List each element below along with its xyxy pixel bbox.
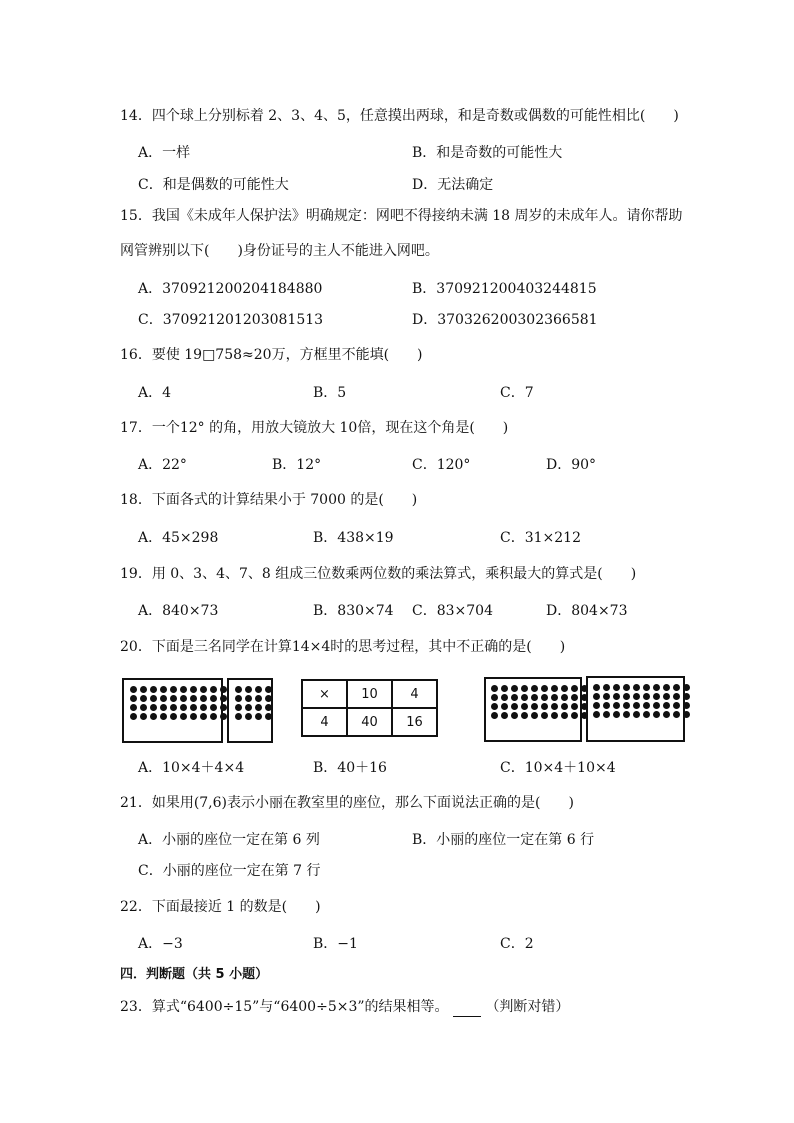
dot — [541, 694, 548, 701]
dot — [613, 702, 620, 709]
dot — [603, 711, 610, 718]
dot — [255, 713, 262, 720]
dot — [491, 712, 498, 719]
dot — [255, 704, 262, 711]
dot — [180, 704, 187, 711]
grid-cell: 40 — [347, 708, 392, 736]
dot — [180, 713, 187, 720]
dot — [245, 704, 252, 711]
question-23-stem — [120, 997, 569, 1017]
dot — [551, 703, 558, 710]
dot — [265, 695, 272, 702]
dot — [541, 703, 548, 710]
q21-option-a[interactable]: A．小丽的座位一定在第 6 列 — [138, 832, 320, 848]
dot — [210, 713, 217, 720]
dot — [200, 686, 207, 693]
question-23-suffix: （判断对错） — [485, 999, 570, 1015]
dot — [653, 684, 660, 691]
dot — [531, 694, 538, 701]
q17-option-c[interactable]: C．120° — [412, 457, 471, 473]
dot — [150, 686, 157, 693]
q19-option-a[interactable]: A．840×73 — [138, 603, 219, 619]
dot — [683, 684, 690, 691]
dot — [623, 684, 630, 691]
dot — [140, 695, 147, 702]
dot — [633, 702, 640, 709]
q22-option-b[interactable]: B．−1 — [313, 936, 358, 952]
dot — [521, 694, 528, 701]
dot — [663, 702, 670, 709]
dot — [673, 702, 680, 709]
dot — [541, 685, 548, 692]
grid-cell: 4 — [302, 708, 347, 736]
dot — [673, 693, 680, 700]
question-20-stem: 20．下面是三名同学在计算14×4时的思考过程，其中不正确的是( ) — [120, 639, 566, 655]
multiplication-grid — [301, 679, 438, 737]
dot — [245, 695, 252, 702]
q14-option-b[interactable]: B．和是奇数的可能性大 — [412, 145, 563, 161]
question-22-stem: 22．下面最接近 1 的数是( ) — [120, 899, 321, 915]
dot — [200, 713, 207, 720]
q21-option-b[interactable]: B．小丽的座位一定在第 6 行 — [412, 832, 595, 848]
question-19-stem: 19．用 0、3、4、7、8 组成三位数乘两位数的乘法算式，乘积最大的算式是( ) — [120, 566, 637, 582]
dot — [603, 693, 610, 700]
dot — [633, 693, 640, 700]
dot — [140, 704, 147, 711]
dot — [551, 712, 558, 719]
q16-option-c[interactable]: C．7 — [500, 385, 534, 401]
dot — [561, 685, 568, 692]
dot — [160, 686, 167, 693]
dot — [265, 713, 272, 720]
q19-option-b[interactable]: B．830×74 — [313, 603, 394, 619]
dot — [511, 685, 518, 692]
dot — [160, 695, 167, 702]
dot — [623, 702, 630, 709]
question-17-stem: 17．一个12° 的角，用放大镜放大 10倍，现在这个角是( ) — [120, 420, 509, 436]
dot — [220, 704, 227, 711]
dot — [561, 694, 568, 701]
dot — [663, 693, 670, 700]
q16-option-a[interactable]: A．4 — [138, 385, 172, 401]
dot — [531, 712, 538, 719]
dot — [521, 685, 528, 692]
question-15-stem-line2: 网管辨别以下( )身份证号的主人不能进入网吧。 — [120, 243, 439, 259]
q18-option-a[interactable]: A．45×298 — [138, 530, 219, 546]
q15-option-d[interactable]: D．370326200302366581 — [412, 312, 598, 328]
dot — [235, 686, 242, 693]
dot — [593, 702, 600, 709]
grid-row — [302, 708, 437, 736]
dot — [623, 711, 630, 718]
dot — [623, 693, 630, 700]
dot — [235, 713, 242, 720]
dot — [531, 685, 538, 692]
dot — [643, 702, 650, 709]
dot — [593, 711, 600, 718]
dot — [571, 685, 578, 692]
grid-row — [302, 680, 437, 708]
dot — [643, 693, 650, 700]
dot — [265, 704, 272, 711]
q22-option-c[interactable]: C．2 — [500, 936, 534, 952]
dot — [491, 694, 498, 701]
q17-option-b[interactable]: B．12° — [272, 457, 322, 473]
dot — [511, 694, 518, 701]
dot-array-10x4-right — [586, 676, 685, 742]
dot — [571, 694, 578, 701]
dot — [140, 686, 147, 693]
dot — [603, 702, 610, 709]
dot — [255, 695, 262, 702]
question-15-stem-line1: 15．我国《未成年人保护法》明确规定：网吧不得接纳未满 18 周岁的未成年人。请你帮助 — [120, 208, 683, 224]
q20-option-b[interactable]: B．40＋16 — [313, 760, 387, 776]
dot — [653, 711, 660, 718]
dot — [683, 711, 690, 718]
dot — [613, 693, 620, 700]
dot — [160, 713, 167, 720]
grid-cell: 4 — [392, 680, 437, 708]
section-heading: 四．判断题（共 5 小题） — [120, 967, 269, 982]
dot — [130, 704, 137, 711]
grid-cell: × — [302, 680, 347, 708]
dot — [150, 713, 157, 720]
dot — [561, 703, 568, 710]
question-23-text: 23．算式“6400÷15”与“6400÷5×3”的结果相等。 — [120, 999, 449, 1015]
dot — [150, 695, 157, 702]
q15-option-b[interactable]: B．370921200403244815 — [412, 281, 597, 297]
dot — [551, 694, 558, 701]
dot — [160, 704, 167, 711]
dot — [501, 694, 508, 701]
dot — [170, 713, 177, 720]
dot — [255, 686, 262, 693]
dot — [663, 711, 670, 718]
dot — [190, 686, 197, 693]
dot — [501, 703, 508, 710]
q19-option-d[interactable]: D．804×73 — [546, 603, 628, 619]
dot — [170, 695, 177, 702]
dot — [235, 695, 242, 702]
dot-array-10x4 — [122, 678, 223, 743]
dot — [140, 713, 147, 720]
dot — [541, 712, 548, 719]
q20-option-c[interactable]: C．10×4＋10×4 — [500, 760, 616, 776]
q19-option-c[interactable]: C．83×704 — [412, 603, 493, 619]
grid-cell: 16 — [392, 708, 437, 736]
dot — [220, 713, 227, 720]
q14-option-c[interactable]: C．和是偶数的可能性大 — [138, 177, 289, 193]
dot — [245, 686, 252, 693]
q15-option-a[interactable]: A．370921200204184880 — [138, 281, 323, 297]
q18-option-b[interactable]: B．438×19 — [313, 530, 394, 546]
dot — [653, 702, 660, 709]
dot — [521, 712, 528, 719]
answer-blank[interactable] — [453, 1002, 481, 1017]
dot-array-10x4-left — [484, 677, 582, 742]
q21-option-c[interactable]: C．小丽的座位一定在第 7 行 — [138, 863, 321, 879]
dot — [643, 711, 650, 718]
dot — [613, 711, 620, 718]
dot — [593, 693, 600, 700]
dot — [501, 712, 508, 719]
dot — [200, 704, 207, 711]
dot — [511, 712, 518, 719]
dot — [571, 712, 578, 719]
dot — [603, 684, 610, 691]
q14-option-d[interactable]: D．无法确定 — [412, 177, 494, 193]
dot — [521, 703, 528, 710]
dot — [633, 684, 640, 691]
dot — [170, 704, 177, 711]
question-16-stem: 16．要使 19□758≈20万，方框里不能填( ) — [120, 347, 423, 363]
dot — [210, 695, 217, 702]
dot — [571, 703, 578, 710]
dot — [130, 695, 137, 702]
dot — [190, 713, 197, 720]
grid-cell: 10 — [347, 680, 392, 708]
dot — [491, 703, 498, 710]
dot — [551, 685, 558, 692]
question-14-stem: 14．四个球上分别标着 2、3、4、5，任意摸出两球，和是奇数或偶数的可能性相比( ) — [120, 108, 679, 124]
dot — [190, 695, 197, 702]
dot — [150, 704, 157, 711]
dot — [593, 684, 600, 691]
dot — [643, 684, 650, 691]
dot — [613, 684, 620, 691]
dot — [235, 704, 242, 711]
dot — [673, 684, 680, 691]
q20-option-a[interactable]: A．10×4＋4×4 — [138, 760, 245, 776]
q16-option-b[interactable]: B．5 — [313, 385, 347, 401]
question-21-stem: 21．如果用(7,6)表示小丽在教室里的座位，那么下面说法正确的是( ) — [120, 795, 574, 811]
q15-option-c[interactable]: C．370921201203081513 — [138, 312, 324, 328]
dot — [653, 693, 660, 700]
dot — [190, 704, 197, 711]
dot — [501, 685, 508, 692]
dot — [130, 686, 137, 693]
dot — [220, 686, 227, 693]
dot — [245, 713, 252, 720]
dot-array-4x4 — [227, 678, 273, 743]
dot — [180, 695, 187, 702]
q18-option-c[interactable]: C．31×212 — [500, 530, 581, 546]
dot — [511, 703, 518, 710]
q17-option-d[interactable]: D．90° — [546, 457, 597, 473]
dot — [130, 713, 137, 720]
dot — [265, 686, 272, 693]
question-18-stem: 18．下面各式的计算结果小于 7000 的是( ) — [120, 492, 418, 508]
dot — [200, 695, 207, 702]
dot — [210, 704, 217, 711]
dot — [170, 686, 177, 693]
dot — [633, 711, 640, 718]
dot — [673, 711, 680, 718]
dot — [220, 695, 227, 702]
q14-option-a[interactable]: A．一样 — [138, 145, 191, 161]
dot — [531, 703, 538, 710]
dot — [180, 686, 187, 693]
dot — [561, 712, 568, 719]
dot — [683, 693, 690, 700]
dot — [663, 684, 670, 691]
q17-option-a[interactable]: A．22° — [138, 457, 187, 473]
dot — [491, 685, 498, 692]
dot — [210, 686, 217, 693]
q22-option-a[interactable]: A．−3 — [138, 936, 183, 952]
dot — [683, 702, 690, 709]
